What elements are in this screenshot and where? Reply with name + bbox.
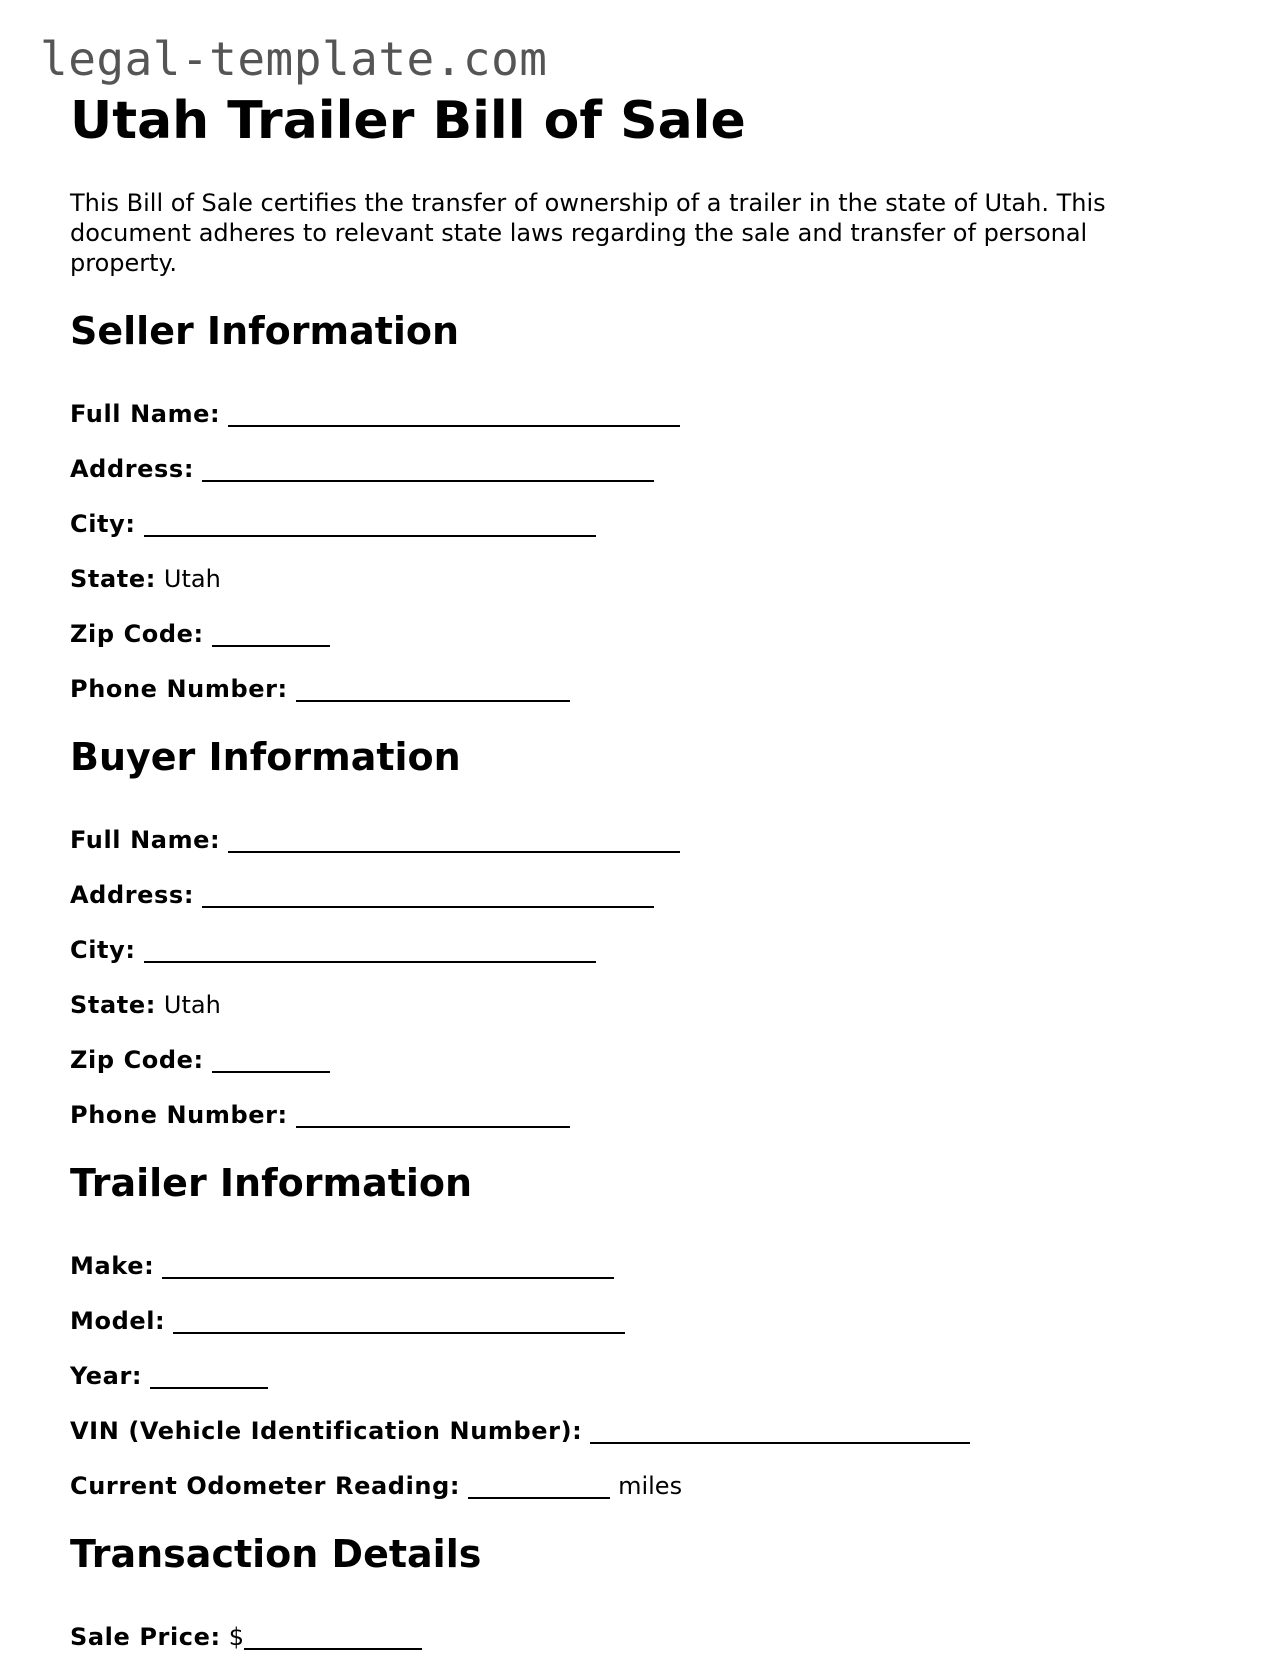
buyer-full-name-field — [70, 800, 1220, 855]
buyer-full-name-blank[interactable] — [228, 825, 680, 853]
buyer-state-value: Utah — [163, 991, 221, 1019]
document-title: Utah Trailer Bill of Sale — [70, 91, 746, 151]
sale-price-blank[interactable] — [244, 1622, 422, 1650]
buyer-city-label: City: — [70, 936, 136, 964]
buyer-zip-label: Zip Code: — [70, 1046, 204, 1074]
trailer-make-field — [70, 1226, 1220, 1281]
intro-paragraph: This Bill of Sale certifies the transfer of ownership of a trailer in the state of Utah. This document adheres to relevant state laws regarding the sale and transfer of personal property. — [70, 189, 1106, 277]
seller-section — [70, 308, 1220, 704]
buyer-zip-blank[interactable] — [212, 1045, 330, 1073]
seller-address-blank[interactable] — [202, 454, 654, 482]
trailer-vin-label: VIN (Vehicle Identification Number): — [70, 1417, 583, 1445]
seller-zip-label: Zip Code: — [70, 620, 204, 648]
seller-address-label: Address: — [70, 455, 195, 483]
seller-zip-blank[interactable] — [212, 619, 330, 647]
seller-phone-label: Phone Number: — [70, 675, 288, 703]
transaction-sale-price-field — [70, 1597, 1220, 1652]
trailer-year-blank[interactable] — [150, 1361, 268, 1389]
trailer-heading: Trailer Information — [70, 1161, 473, 1205]
transaction-section — [70, 1531, 1220, 1652]
trailer-section — [70, 1160, 1220, 1501]
buyer-address-label: Address: — [70, 881, 195, 909]
buyer-heading: Buyer Information — [70, 735, 461, 779]
seller-full-name-label: Full Name: — [70, 400, 221, 428]
buyer-address-blank[interactable] — [202, 880, 654, 908]
seller-city-field — [70, 484, 1220, 539]
trailer-model-label: Model: — [70, 1307, 166, 1335]
trailer-vin-blank[interactable] — [590, 1416, 970, 1444]
seller-city-blank[interactable] — [144, 509, 596, 537]
trailer-odometer-blank[interactable] — [468, 1471, 610, 1499]
buyer-phone-label: Phone Number: — [70, 1101, 288, 1129]
buyer-phone-blank[interactable] — [296, 1100, 570, 1128]
buyer-address-field — [70, 855, 1220, 910]
trailer-model-blank[interactable] — [173, 1306, 625, 1334]
trailer-model-field — [70, 1281, 1220, 1336]
buyer-phone-field — [70, 1075, 1220, 1130]
buyer-state-label: State: — [70, 991, 156, 1019]
buyer-state-field — [70, 965, 1220, 1020]
sale-price-label: Sale Price: — [70, 1623, 221, 1651]
trailer-year-label: Year: — [70, 1362, 143, 1390]
buyer-city-blank[interactable] — [144, 935, 596, 963]
seller-state-field — [70, 539, 1220, 594]
trailer-odometer-label: Current Odometer Reading: — [70, 1472, 461, 1500]
seller-full-name-blank[interactable] — [228, 399, 680, 427]
trailer-odometer-field — [70, 1446, 1220, 1501]
seller-phone-blank[interactable] — [296, 674, 570, 702]
transaction-heading: Transaction Details — [70, 1532, 482, 1576]
buyer-zip-field — [70, 1020, 1220, 1075]
trailer-make-label: Make: — [70, 1252, 155, 1280]
trailer-odometer-unit: miles — [618, 1472, 683, 1500]
seller-state-value: Utah — [163, 565, 221, 593]
seller-full-name-field — [70, 374, 1220, 429]
trailer-year-field — [70, 1336, 1220, 1391]
trailer-make-blank[interactable] — [162, 1251, 614, 1279]
seller-heading: Seller Information — [70, 309, 460, 353]
seller-zip-field — [70, 594, 1220, 649]
buyer-full-name-label: Full Name: — [70, 826, 221, 854]
buyer-city-field — [70, 910, 1220, 965]
seller-state-label: State: — [70, 565, 156, 593]
trailer-vin-field — [70, 1391, 1220, 1446]
seller-city-label: City: — [70, 510, 136, 538]
seller-phone-field — [70, 649, 1220, 704]
currency-symbol: $ — [228, 1623, 244, 1651]
document-page — [70, 88, 1220, 1652]
watermark-logo: legal-template.com — [40, 32, 548, 86]
buyer-section — [70, 734, 1220, 1130]
seller-address-field — [70, 429, 1220, 484]
